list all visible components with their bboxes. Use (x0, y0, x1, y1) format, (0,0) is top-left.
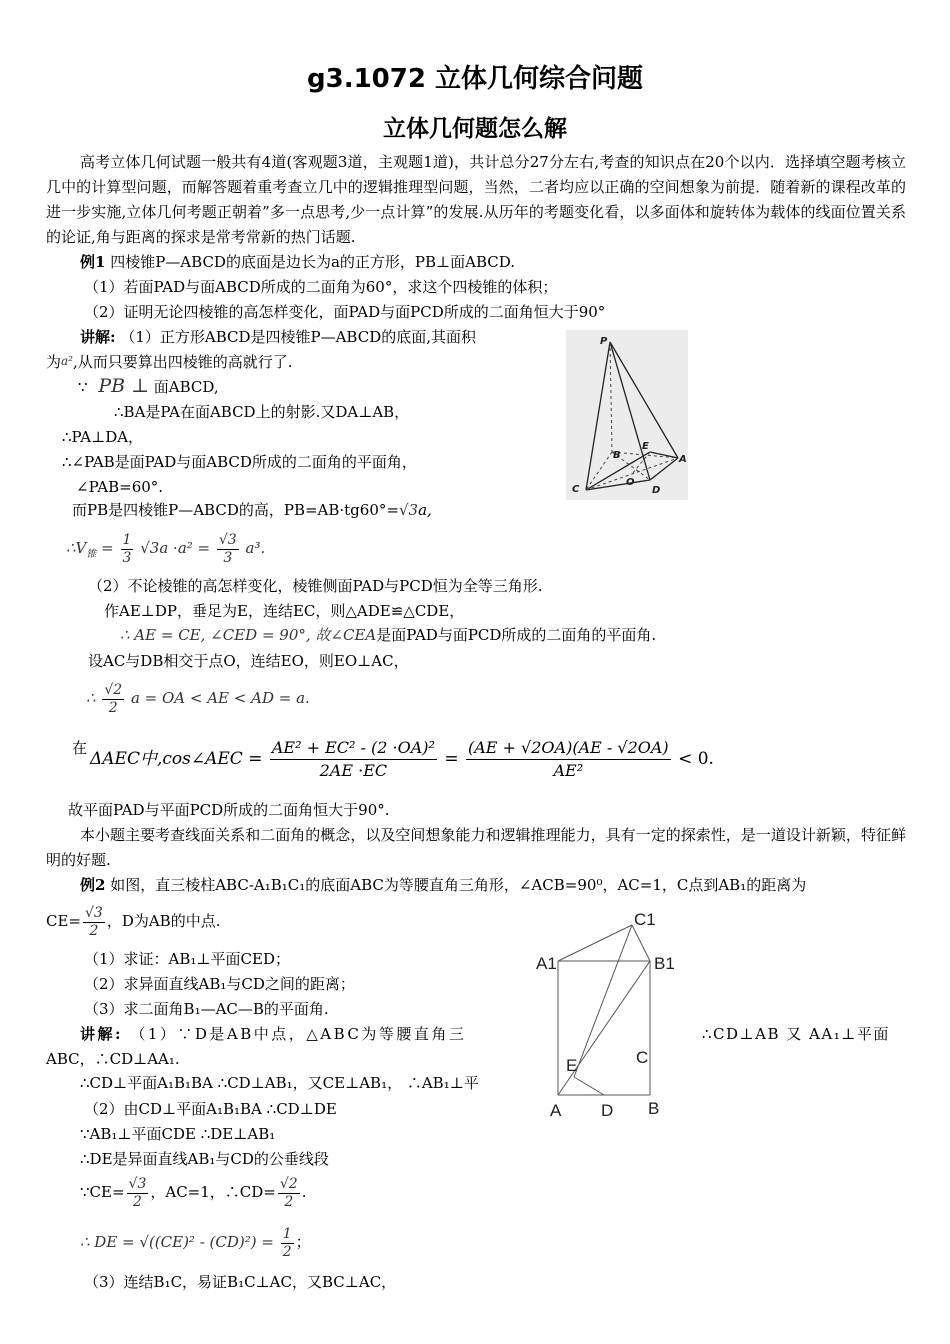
cos-frac1 (270, 737, 437, 782)
ex2-s8b: ； (295, 1233, 311, 1251)
fig2-label-A: A (550, 1101, 562, 1120)
cos-eq: = (444, 749, 459, 769)
ex1-p2-2: 作AE⊥DP，垂足为E，连结EC，则△ADE≌△CDE， (104, 602, 465, 620)
ex2-s7-frac1 (127, 1176, 149, 1211)
ex1-s2 (46, 351, 293, 372)
ex1-s8a: 而PB是四棱锥P—ABCD的高，PB=AB·tg60°= (72, 501, 399, 519)
fig1-label-B: B (613, 450, 621, 461)
ex2-q3: （3）求二面角B₁—AC—B的平面角. (84, 1000, 329, 1018)
ex2-s9: （3）连结B₁C，易证B₁C⊥AC，又BC⊥AC， (84, 1273, 397, 1291)
fig1-label-D: D (652, 485, 661, 496)
ex1-p2-5 (86, 676, 310, 720)
ex2-s7-frac1-den: 2 (133, 1193, 142, 1210)
ex2-s4: （2）由CD⊥平面A₁B₁BA ∴CD⊥DE (84, 1100, 337, 1118)
ex1-cos-formula (90, 737, 714, 782)
p2-5-frac-den: 2 (108, 699, 118, 716)
ex1-q1: （1）若面PAD与面ABCD所成的二面角为60°，求这个四棱锥的体积； (84, 278, 558, 296)
ex2-s8-frac-den: 2 (282, 1243, 292, 1260)
ex2-s8 (80, 1220, 311, 1264)
vol-d: a³. (245, 539, 266, 557)
p2-5-frac (102, 682, 124, 717)
ex1-s8b: √3 (398, 501, 419, 519)
ex2-ce-line (46, 898, 220, 944)
prism-figure (528, 905, 700, 1123)
ex1-s6: ∴∠PAB是面PAD与面ABCD所成的二面角的平面角， (62, 453, 417, 471)
ex1-stem: 四棱锥P—ABCD的底面是边长为a的正方形，PB⊥面ABCD. (110, 253, 515, 271)
ex1-sol-line1 (80, 327, 476, 347)
fig2-label-B: B (648, 1099, 660, 1118)
fig2-label-D: D (601, 1101, 614, 1120)
ex2-s1: （1）∵D是AB中点，△ABC为等腰直角三 (130, 1025, 467, 1043)
ex1-s4: ∴BA是PA在面ABCD上的射影.又DA⊥AB， (114, 403, 410, 421)
ex1-p2-4: 设AC与DB相交于点O，连结EO，则EO⊥AC， (88, 652, 409, 670)
cos-frac2-num: (AE + √2OA)(AE - √2OA) (466, 737, 671, 760)
vol-a: ∴V (66, 539, 87, 557)
ex2-s2: ABC，∴CD⊥AA₁. (46, 1050, 180, 1068)
ex2-s7 (80, 1170, 306, 1214)
ex1-s8 (72, 500, 432, 520)
fig1-label-A: A (679, 454, 687, 465)
ex2-label: 例2 (80, 876, 106, 894)
ex1-stem-line (80, 252, 515, 272)
ex1-comment: 本小题主要考查线面关系和二面角的概念，以及空间想象能力和逻辑推理能力，具有一定的探索性，是一道设计新颖，特征鲜明的好题. (46, 826, 906, 869)
vol-b: = (101, 539, 114, 557)
ex1-s8c: a, (418, 501, 432, 519)
p2-3b: 是面PAD与面PCD所成的二面角的平面角. (376, 626, 657, 644)
ex2-s7a: ∵CE= (80, 1183, 125, 1201)
ex1-s2a: 为 (46, 353, 62, 371)
cos-frac1-den: 2AE ·EC (319, 761, 388, 780)
ex1-label: 例1 (80, 253, 106, 271)
ex2-s7c: . (301, 1183, 307, 1201)
fig1-label-P: P (600, 336, 608, 347)
intro-paragraph: 高考立体几何试题一般共有4道(客观题3道，主观题1道)，共计总分27分左右,考查的知识点在20个以内．选择填空题考核立几中的计算型问题，而解答题着重考查立几中的逻辑推理型问题，当然，二者均应以正确的空间想象为前提．随着新的课程改革的进一步实施,立体几何考题正朝着”多一点思考,少一点计算”的发展.从历年的考题变化看，以多面体和旋转体为载体的线面位置关系的论证,角与距离的探求是常考常新的热门话题. (46, 153, 906, 246)
ex2-s7b: ，AC=1，∴CD= (150, 1183, 276, 1201)
ex1-s3a: ∵ (78, 378, 88, 396)
ex2-s7-frac2-den: 2 (284, 1193, 294, 1210)
vol-frac2-num: √3 (218, 531, 237, 548)
vol-frac1-num: 1 (122, 531, 132, 548)
cos-frac2 (466, 737, 671, 782)
ex1-s5: ∴PA⊥DA， (62, 428, 144, 446)
ex2-s3: ∴CD⊥平面A₁B₁BA ∴CD⊥AB₁，又CE⊥AB₁， ∴AB₁⊥平 (80, 1074, 479, 1092)
fig2-label-B1: B1 (654, 954, 675, 973)
ex1-volume-formula (66, 528, 265, 575)
fig2-label-E: E (566, 1056, 578, 1075)
page-subtitle: 立体几何题怎么解 (383, 116, 567, 142)
ex1-s3 (78, 376, 219, 397)
fig1-label-E: E (642, 441, 649, 452)
ex2-s8a: ∴ DE = √((CE)² - (CD)²) = (80, 1233, 274, 1251)
ex1-p2-6a: 在 (72, 739, 88, 757)
ex2-s1r: ∴CD⊥AB 又 AA₁⊥平面 (702, 1025, 890, 1043)
ex2-stem-line (80, 875, 806, 895)
fig1-label-O: O (626, 477, 635, 488)
ex1-s3c: 面ABCD, (153, 378, 219, 396)
ex1-p2-3 (120, 625, 656, 645)
figure-background (566, 330, 688, 500)
ex1-sol-label: 讲解: (80, 328, 116, 346)
fig2-label-C1: C1 (634, 910, 656, 929)
p2-5b: a = OA < AE < AD = a. (130, 689, 310, 707)
ex1-q2: （2）证明无论四棱锥的高怎样变化，面PAD与面PCD所成的二面角恒大于90° (84, 303, 606, 321)
ex2-s5: ∵AB₁⊥平面CDE ∴DE⊥AB₁ (80, 1125, 276, 1143)
ex2-q1: （1）求证：AB₁⊥平面CED； (84, 950, 290, 968)
ex2-sol-label: 讲解: (80, 1025, 124, 1043)
ex2-s7-frac2-num: √2 (279, 1175, 298, 1192)
p2-3a: ∴ AE = CE, ∠CED = 90°, 故∠CEA (120, 626, 377, 644)
ex2-s8-frac-num: 1 (282, 1225, 292, 1242)
cos-frac2-den: AE² (553, 761, 584, 780)
ex2-stem: 如图，直三棱柱ABC-A₁B₁C₁的底面ABC为等腰直角三角形，∠ACB=90⁰，AC=1，C点到AB₁的距离为 (110, 876, 807, 894)
p2-5-frac-num: √2 (104, 681, 123, 698)
cos-lhs: ΔAEC中,cos∠AEC = (90, 749, 263, 769)
ex2-ce-b: ，D为AB的中点. (106, 912, 221, 930)
ex1-conclusion: 故平面PAD与平面PCD所成的二面角恒大于90°. (68, 801, 390, 819)
page-title: g3.1072 立体几何综合问题 (307, 64, 643, 94)
cos-frac1-num: AE² + EC² - (2 ·OA)² (270, 737, 437, 760)
ex2-s7-frac2 (278, 1176, 300, 1211)
vol-frac1 (121, 532, 134, 567)
pyramid-figure (566, 330, 688, 500)
vol-c: √3a ·a² = (140, 539, 211, 557)
ex1-s1: （1）正方形ABCD是四棱锥P—ABCD的底面,其面积 (120, 328, 477, 346)
ex1-p2-1: （2）不论棱锥的高怎样变化，棱锥侧面PAD与PCD恒为全等三角形. (88, 577, 543, 595)
ex1-s7: ∠PAB=60°. (76, 478, 164, 496)
ex1-s2c: ,从而只要算出四棱锥的高就行了. (72, 353, 293, 371)
fig2-label-C: C (636, 1048, 649, 1067)
ex2-ce-frac-num: √3 (85, 904, 103, 921)
vol-frac1-den: 3 (122, 549, 132, 566)
ex1-s3b: PB ⊥ (98, 375, 149, 397)
ex2-s6: ∴DE是异面直线AB₁与CD的公垂线段 (80, 1150, 329, 1168)
vol-frac2 (217, 532, 239, 567)
ex2-ce-a: CE= (46, 912, 81, 930)
ex2-q2: （2）求异面直线AB₁与CD之间的距离； (84, 975, 355, 993)
fig1-label-C: C (572, 484, 580, 495)
cos-rhs: < 0. (678, 749, 714, 769)
vol-frac2-den: 3 (223, 549, 233, 566)
vol-sub: 锥 (86, 549, 97, 560)
fig2-label-A1: A1 (536, 954, 557, 973)
ex2-sol-line1 (80, 1024, 520, 1044)
ex2-ce-frac-den: 2 (89, 922, 99, 939)
ex1-s2b: a² (61, 354, 73, 368)
p2-5a: ∴ (86, 689, 96, 707)
ex2-s8-frac (281, 1226, 294, 1261)
ex2-s7-frac1-num: √3 (128, 1175, 147, 1192)
ex2-ce-frac (83, 905, 105, 940)
